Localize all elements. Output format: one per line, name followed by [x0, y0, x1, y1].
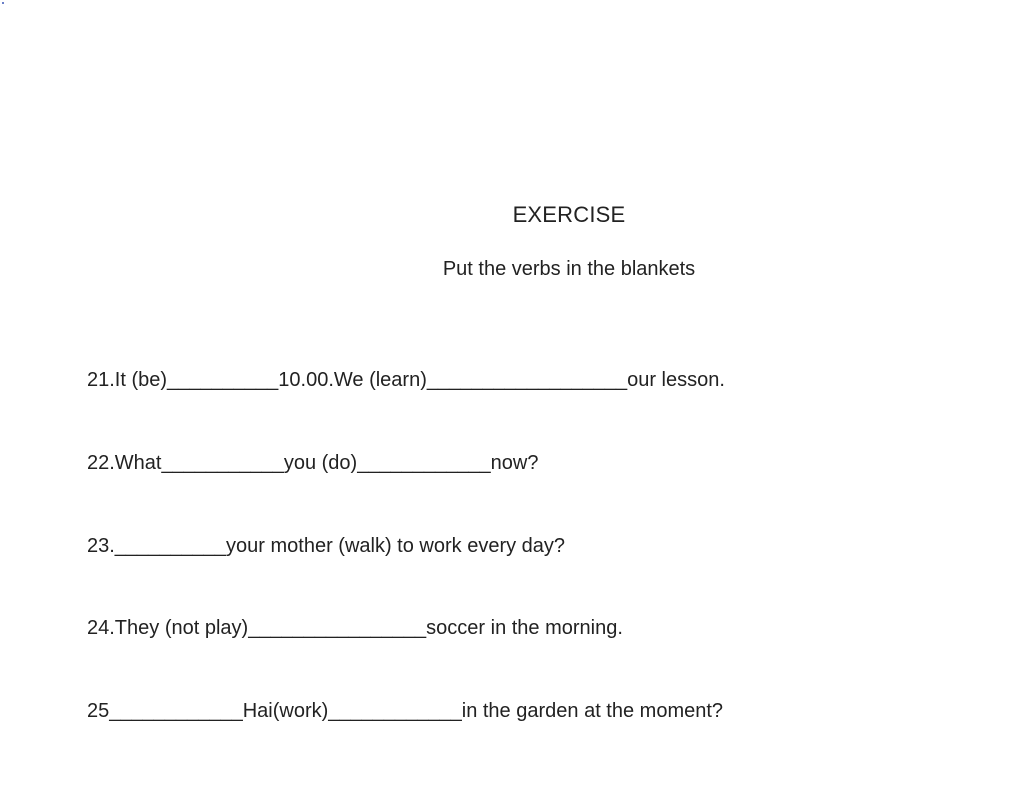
exercise-item-25: 25____________Hai(work)____________in the garden at the moment? — [87, 700, 724, 722]
exercise-item-24: 24.They (not play)________________soccer in the morning. — [87, 617, 623, 639]
exercise-title: EXERCISE — [512, 202, 626, 227]
exercise-instruction: Put the verbs in the blankets — [442, 258, 696, 280]
corner-dot — [2, 2, 4, 4]
exercise-item-23: 23.__________your mother (walk) to work every day? — [87, 535, 566, 557]
exercise-item-22: 22.What___________you (do)____________now? — [87, 452, 539, 474]
exercise-item-21: 21.It (be)__________10.00.We (learn)__________________our lesson. — [87, 369, 725, 391]
